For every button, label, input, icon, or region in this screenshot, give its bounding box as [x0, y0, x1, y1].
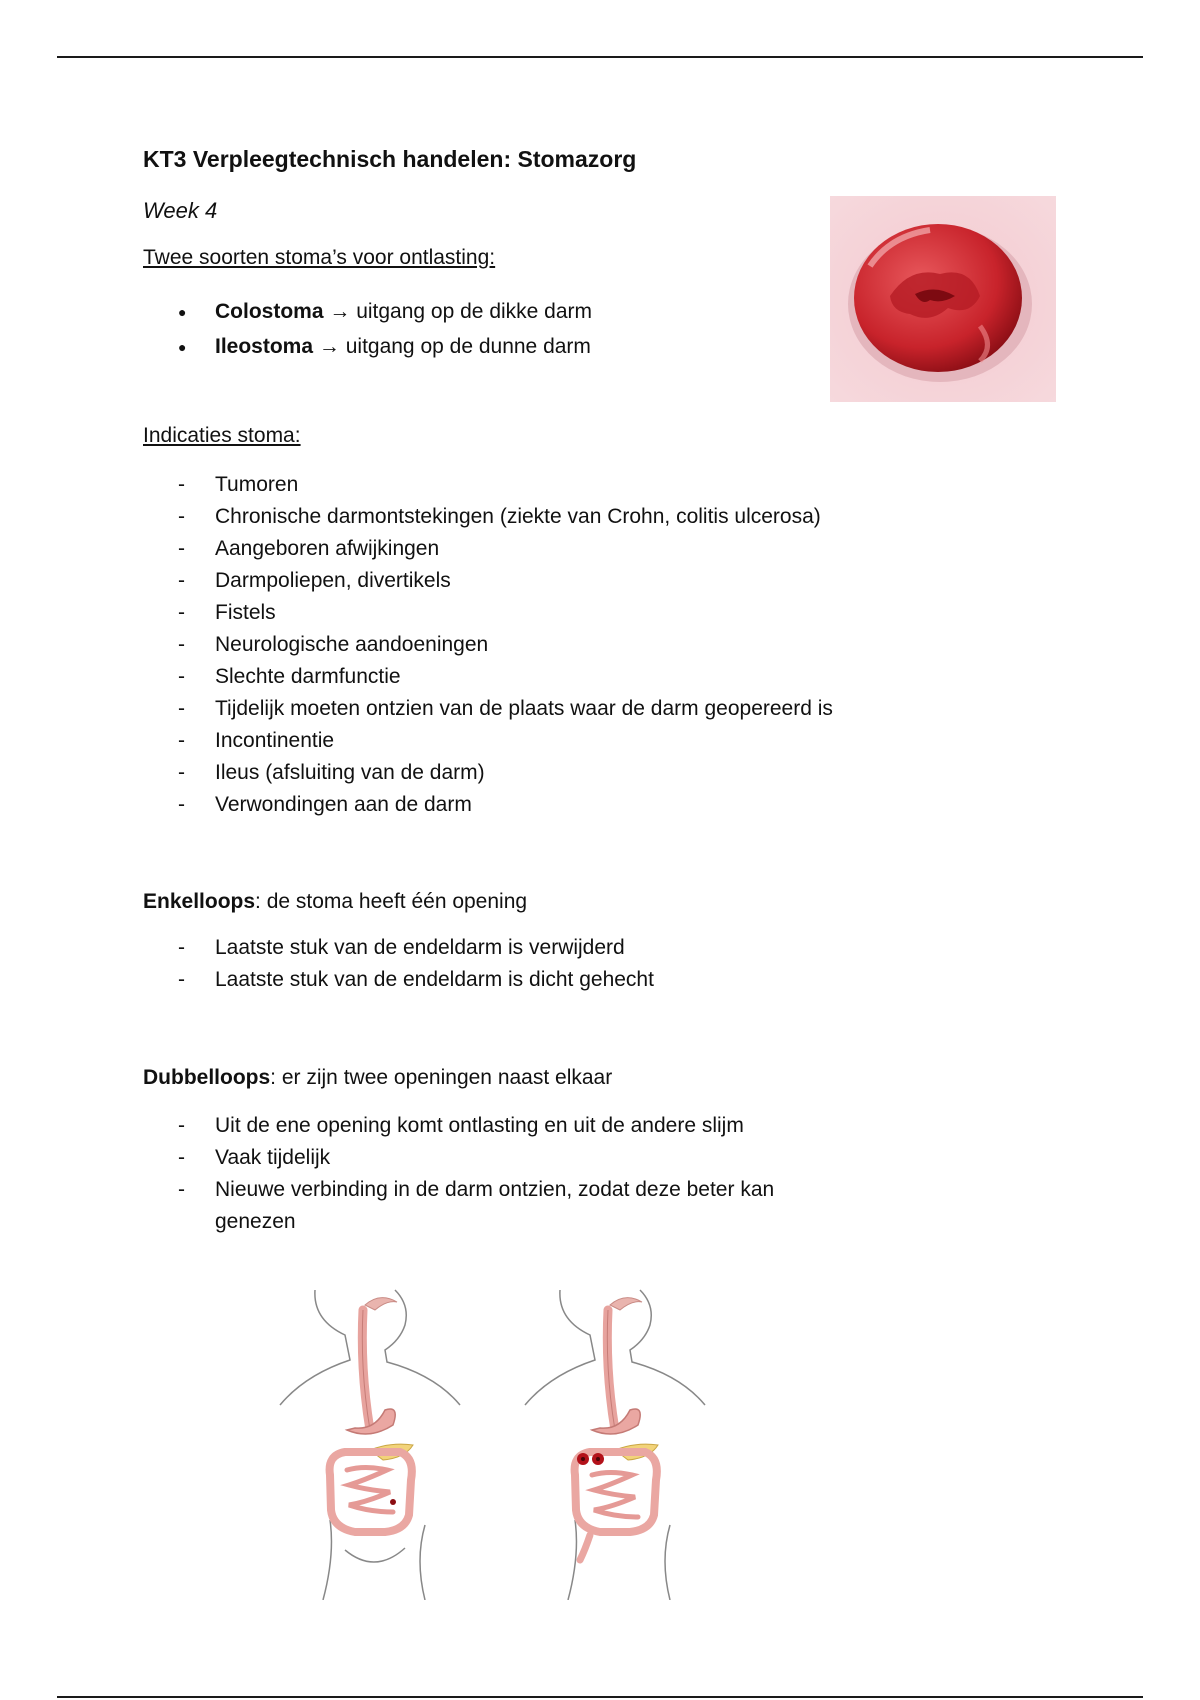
list-item-text: Laatste stuk van de endeldarm is dicht gehecht: [215, 968, 654, 991]
list-item-text: Tumoren: [215, 473, 299, 496]
list-item: [178, 1110, 774, 1142]
document-title: KT3 Verpleegtechnisch handelen: Stomazorg: [143, 146, 637, 172]
dash-icon: -: [178, 761, 185, 784]
indications-list: [178, 469, 833, 821]
list-item: [178, 565, 833, 597]
list-item-text: Chronische darmontstekingen (ziekte van Crohn, colitis ulcerosa): [215, 505, 821, 528]
dubbelloops-paragraph: [143, 1066, 612, 1090]
list-item: [178, 469, 833, 501]
enkelloops-desc: : de stoma heeft één opening: [255, 890, 528, 913]
list-item-continuation: [178, 1206, 774, 1238]
list-item: [178, 533, 833, 565]
list-item-text: Neurologische aandoeningen: [215, 633, 489, 656]
arrow-icon: →: [329, 299, 351, 323]
term-desc: uitgang op de dunne darm: [345, 334, 591, 358]
term-colostoma: Colostoma: [215, 299, 324, 323]
enkelloops-term: Enkelloops: [143, 890, 256, 913]
term-ileostoma: Ileostoma: [215, 334, 314, 358]
list-item-text: Slechte darmfunctie: [215, 665, 401, 688]
list-item: [178, 757, 833, 789]
dash-icon: -: [178, 1178, 185, 1201]
list-item-text: Uit de ene opening komt ontlasting en uit de andere slijm: [215, 1114, 744, 1137]
enkelloops-body-illustration: [275, 1280, 465, 1600]
list-item-text: Verwondingen aan de darm: [215, 793, 472, 816]
list-item: [178, 629, 833, 661]
list-item: [178, 661, 833, 693]
dash-icon: -: [178, 697, 185, 720]
dash-icon: -: [178, 936, 185, 959]
list-item-text: Aangeboren afwijkingen: [215, 537, 440, 560]
week-label: Week 4: [143, 198, 218, 223]
dash-icon: -: [178, 633, 185, 656]
dubbelloops-body-illustration: [520, 1280, 710, 1600]
dubbelloops-list: [178, 1110, 774, 1238]
list-item: [178, 1174, 774, 1206]
list-item-text: genezen: [215, 1210, 296, 1233]
stoma-types-list: [178, 294, 592, 364]
list-item-text: Fistels: [215, 601, 276, 624]
list-item: [178, 693, 833, 725]
dash-icon: -: [178, 505, 185, 528]
dash-icon: -: [178, 473, 185, 496]
list-item: [178, 501, 833, 533]
list-item-text: Darmpoliepen, divertikels: [215, 569, 451, 592]
list-item: [178, 725, 833, 757]
list-item-text: Vaak tijdelijk: [215, 1146, 331, 1169]
list-item: [178, 964, 654, 996]
indications-heading: Indicaties stoma:: [143, 424, 301, 447]
dash-icon: -: [178, 968, 185, 991]
dash-icon: -: [178, 537, 185, 560]
dubbelloops-desc: : er zijn twee openingen naast elkaar: [270, 1066, 613, 1089]
enkelloops-paragraph: [143, 890, 527, 914]
list-item-text: Tijdelijk moeten ontzien van de plaats waar de darm geopereerd is: [215, 697, 833, 720]
dash-icon: -: [178, 793, 185, 816]
term-desc: uitgang op de dikke darm: [356, 299, 593, 323]
dash-icon: -: [178, 665, 185, 688]
dubbelloops-term: Dubbelloops: [143, 1066, 271, 1089]
top-rule: [57, 56, 1143, 58]
list-item: [178, 294, 592, 329]
dash-icon: -: [178, 601, 185, 624]
dash-icon: -: [178, 729, 185, 752]
list-item: [178, 932, 654, 964]
bullet-icon: ●: [178, 303, 187, 320]
stoma-types-heading: Twee soorten stoma’s voor ontlasting:: [143, 246, 496, 269]
bottom-rule: [57, 1696, 1143, 1698]
list-item: [178, 329, 592, 364]
arrow-icon: →: [318, 334, 340, 358]
list-item: [178, 789, 833, 821]
enkelloops-list: [178, 932, 654, 996]
bullet-icon: ●: [178, 338, 187, 355]
list-item-text: Laatste stuk van de endeldarm is verwijderd: [215, 936, 625, 959]
list-item: [178, 597, 833, 629]
list-item-text: Ileus (afsluiting van de darm): [215, 761, 485, 784]
dash-icon: -: [178, 1146, 185, 1169]
stoma-illustration: [830, 196, 1056, 402]
list-item: [178, 1142, 774, 1174]
list-item-text: Nieuwe verbinding in de darm ontzien, zodat deze beter kan: [215, 1178, 775, 1201]
dash-icon: -: [178, 1114, 185, 1137]
list-item-text: Incontinentie: [215, 729, 335, 752]
dash-icon: -: [178, 569, 185, 592]
